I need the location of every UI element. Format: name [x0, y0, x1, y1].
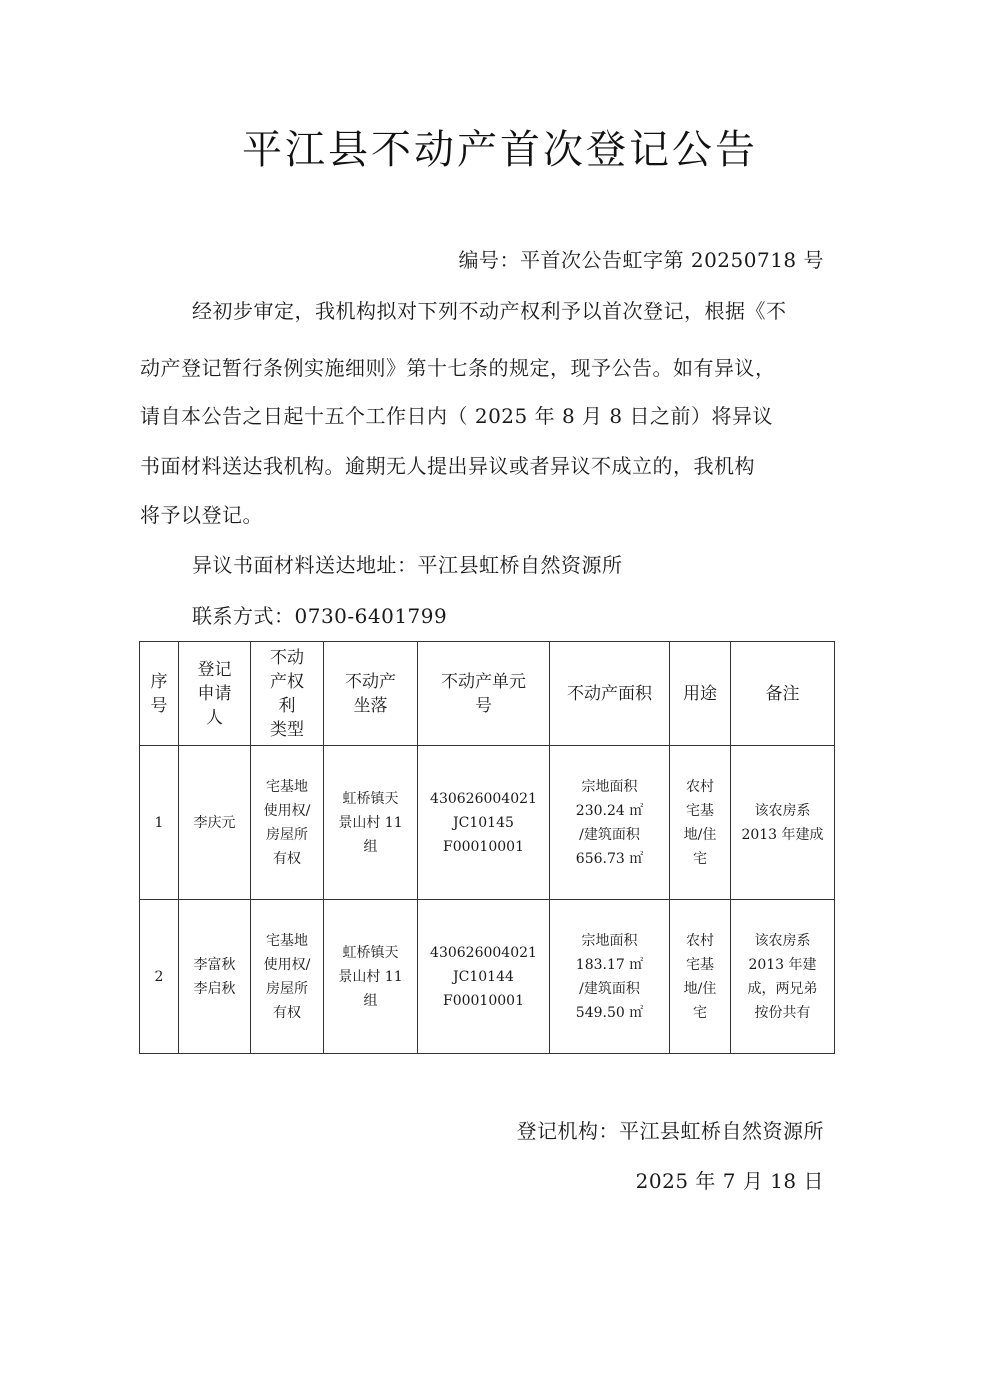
registration-table: [139, 641, 835, 1054]
cell-applicant: 李庆元: [179, 746, 251, 900]
header-cell-location: 不动产 坐落: [324, 642, 418, 746]
body-paragraph-line: 经初步审定，我机构拟对下列不动产权利予以首次登记，根据《不: [192, 299, 787, 323]
header-cell-applicant: 登记 申请 人: [179, 642, 251, 746]
cell-location: 虹桥镇天 景山村 11 组: [324, 900, 418, 1054]
cell-right-type: 宅基地 使用权/ 房屋所 有权: [251, 746, 324, 900]
table-row: [140, 900, 835, 1054]
header-cell-usage: 用途: [670, 642, 731, 746]
header-cell-remarks: 备注: [731, 642, 835, 746]
cell-usage: 农村 宅基 地/住 宅: [670, 746, 731, 900]
header-cell-unit-number: 不动产单元 号: [418, 642, 550, 746]
cell-applicant: 李富秋 李启秋: [179, 900, 251, 1054]
cell-right-type: 宅基地 使用权/ 房屋所 有权: [251, 900, 324, 1054]
header-cell-right-type: 不动 产权 利 类型: [251, 642, 324, 746]
objection-address: 异议书面材料送达地址：平江县虹桥自然资源所: [192, 553, 623, 577]
cell-location: 虹桥镇天 景山村 11 组: [324, 746, 418, 900]
cell-index: 1: [140, 746, 179, 900]
cell-unit-number: 430626004021 JC10144 F00010001: [418, 900, 550, 1054]
issue-date: 2025 年 7 月 18 日: [635, 1169, 824, 1193]
document-number: 编号：平首次公告虹字第 20250718 号: [458, 248, 824, 272]
cell-index: 2: [140, 900, 179, 1054]
header-cell-index: 序 号: [140, 642, 179, 746]
body-paragraph-line: 请自本公告之日起十五个工作日内（ 2025 年 8 月 8 日之前）将异议: [140, 404, 773, 428]
cell-unit-number: 430626004021 JC10145 F00010001: [418, 746, 550, 900]
table-header-row: [140, 642, 835, 746]
registration-authority: 登记机构：平江县虹桥自然资源所: [516, 1119, 824, 1143]
table-row: [140, 746, 835, 900]
cell-area: 宗地面积 183.17 ㎡ /建筑面积 549.50 ㎡: [550, 900, 670, 1054]
cell-usage: 农村 宅基 地/住 宅: [670, 900, 731, 1054]
header-cell-area: 不动产面积: [550, 642, 670, 746]
cell-area: 宗地面积 230.24 ㎡ /建筑面积 656.73 ㎡: [550, 746, 670, 900]
contact-info: 联系方式：0730-6401799: [192, 604, 448, 628]
body-paragraph-line: 书面材料送达我机构。逾期无人提出异议或者异议不成立的，我机构: [140, 454, 755, 478]
page-title: 平江县不动产首次登记公告: [242, 127, 758, 173]
body-paragraph-line: 将予以登记。: [140, 503, 263, 527]
cell-remarks: 该农房系 2013 年建 成，两兄弟 按份共有: [731, 900, 835, 1054]
cell-remarks: 该农房系 2013 年建成: [731, 746, 835, 900]
body-paragraph-line: 动产登记暂行条例实施细则》第十七条的规定，现予公告。如有异议，: [140, 356, 776, 380]
